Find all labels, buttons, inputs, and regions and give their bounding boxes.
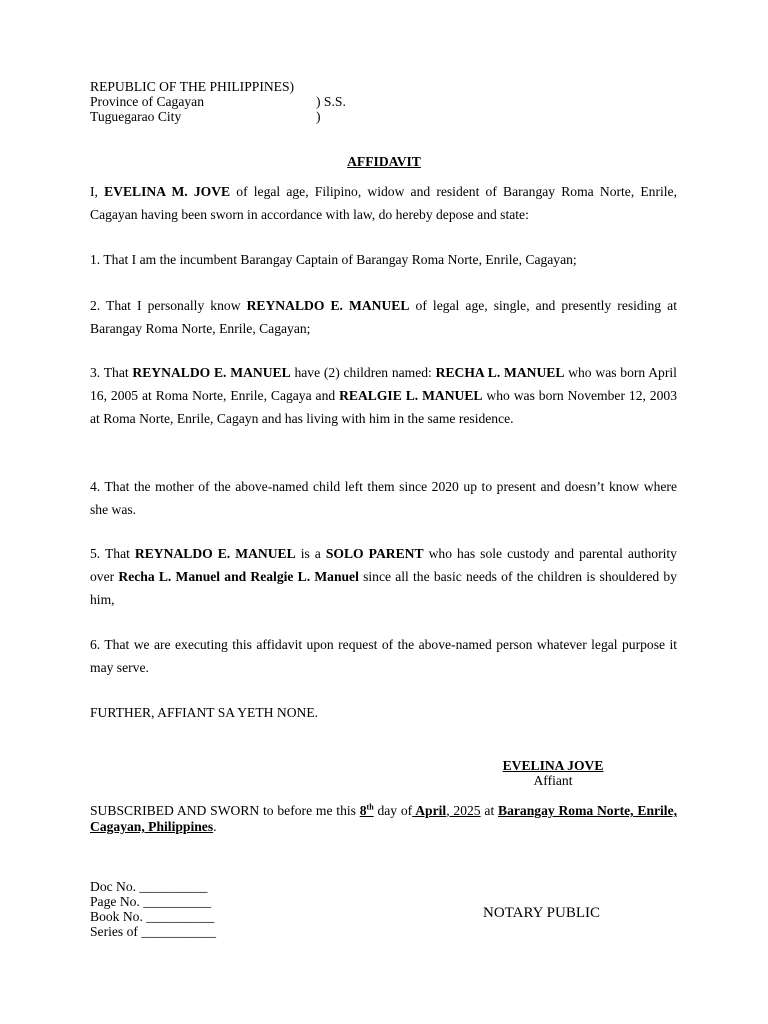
jurat-day-number: 8 [359, 803, 367, 818]
item-3-child2: REALGIE L. MANUEL [339, 388, 483, 403]
item-2-post: of legal age, single, and presently residing at Barangay Roma Norte, Enrile, Cagayan; [90, 298, 677, 336]
item-3-post: who was born November 12, 2003 at Roma Norte, Enrile, Cagayn and has living with him in the same residence. [90, 388, 677, 426]
doc-no: Doc No. __________ [90, 879, 208, 894]
item-5-mid1: is a [300, 546, 321, 561]
further-statement: FURTHER, AFFIANT SA YETH NONE. [90, 705, 319, 720]
item-3-name: REYNALDO E. MANUEL [132, 365, 291, 380]
jurat-day [360, 803, 374, 818]
intro-paragraph [90, 180, 677, 226]
venue-city-row [90, 109, 321, 124]
notarial-register [90, 879, 216, 939]
item-5-children: Recha L. Manuel and Realgie L. Manuel [118, 569, 359, 584]
jurat-day-suffix: th [366, 802, 374, 812]
venue-country: REPUBLIC OF THE PHILIPPINES) [90, 79, 295, 94]
intro-post: of legal age, Filipino, widow and resident of Barangay Roma Norte, Enrile, Cagayan having been sworn in accordance with law, do hereby depose and state: [90, 184, 677, 222]
item-3-pre: 3. That [90, 365, 129, 380]
venue-city: Tuguegarao City [90, 109, 182, 124]
jurat-paragraph [90, 803, 677, 835]
item-5-mid2: who has sole custody and parental authority over [90, 546, 677, 584]
item-4: 4. That the mother of the above-named child left them since 2020 up to present and doesn’t know where she was. [90, 479, 677, 517]
affiant-name: EVELINA M. JOVE [104, 184, 231, 199]
jurat-day-word: day of [373, 803, 413, 818]
series-of: Series of ___________ [90, 924, 217, 939]
item-3-mid2: who was born April 16, 2005 at Roma Norte, Enrile, Cagaya and [90, 365, 677, 403]
jurat-pre: SUBSCRIBED AND SWORN to before me this [90, 803, 356, 818]
item-1: 1. That I am the incumbent Barangay Captain of Barangay Roma Norte, Enrile, Cagayan; [90, 252, 577, 267]
jurat-year: , 2025 [446, 803, 481, 818]
item-3-child1: RECHA L. MANUEL [435, 365, 565, 380]
item-5-pre: 5. That [90, 546, 130, 561]
item-3 [90, 361, 677, 430]
item-5-status: SOLO PARENT [325, 546, 424, 561]
page-no: Page No. __________ [90, 894, 212, 909]
signature-role: Affiant [533, 773, 573, 788]
venue-paren: ) [316, 109, 321, 124]
notary-public-label: NOTARY PUBLIC [483, 905, 601, 921]
venue-ss: ) S.S. [316, 94, 346, 109]
jurat-month: April [412, 803, 447, 818]
jurat-at: at [484, 803, 495, 818]
jurat-end: . [213, 819, 217, 834]
item-2-pre: 2. That I personally know [90, 298, 241, 313]
item-2-name: REYNALDO E. MANUEL [246, 298, 410, 313]
item-5-name: REYNALDO E. MANUEL [134, 546, 296, 561]
venue-province: Province of Cagayan [90, 94, 205, 109]
venue-caption [90, 79, 346, 124]
intro-pre: I, [90, 184, 98, 199]
book-no: Book No. __________ [90, 909, 215, 924]
venue-province-row [90, 94, 346, 109]
signature-name: EVELINA JOVE [502, 758, 604, 773]
venue-country-row [90, 79, 294, 94]
item-6: 6. That we are executing this affidavit upon request of the above-named person whatever legal purpose it may serve. [90, 637, 677, 675]
item-3-mid1: have (2) children named: [294, 365, 432, 380]
item-5 [90, 542, 677, 611]
jurat-place: Barangay Roma Norte, Enrile, Cagayan, Philippines [90, 803, 678, 834]
affiant-signature-block [433, 758, 673, 788]
document-title: AFFIDAVIT [347, 154, 421, 169]
item-5-post: since all the basic needs of the children is shouldered by him, [90, 569, 677, 607]
item-2 [90, 294, 677, 340]
